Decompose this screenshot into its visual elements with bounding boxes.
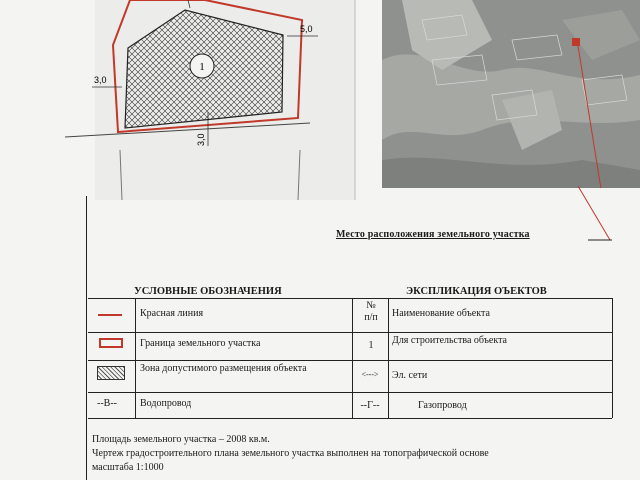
plot-boundary-symbol	[99, 338, 123, 348]
explication-row-1-name: Для строительства объекта	[392, 335, 507, 346]
explication-num-header: № п/п	[364, 300, 378, 323]
site-plan-svg	[0, 0, 380, 200]
explication-power-label: Эл. сети	[392, 370, 428, 381]
location-caption: Место расположения земельного участка	[336, 229, 530, 240]
water-pipe-symbol: --В--	[97, 398, 117, 409]
legend-red-line-label: Красная линия	[140, 308, 204, 319]
area-note: Площадь земельного участка – 2008 кв.м.	[92, 434, 270, 445]
scale-note-line-1: Чертеж градостроительного плана земельного участка выполнен на топографической основе	[92, 448, 489, 459]
explication-gas-label: Газопровод	[418, 400, 467, 411]
dimension-bottom: 3,0	[196, 133, 206, 146]
legend-water-pipe-label: Водопровод	[140, 398, 192, 409]
explication-name-header: Наименование объекта	[392, 308, 490, 319]
legend-title: УСЛОВНЫЕ ОБОЗНАЧЕНИЯ	[134, 286, 282, 297]
location-map	[382, 0, 640, 188]
table-top-rule	[88, 298, 612, 299]
location-map-svg	[382, 0, 640, 188]
explication-title: ЭКСПЛИКАЦИЯ ОЪЕКТОВ	[406, 286, 547, 297]
power-line-symbol: <--->	[361, 370, 379, 379]
dimension-right: 5,0	[300, 24, 313, 34]
legend-plot-boundary-label: Граница земельного участка	[140, 338, 261, 349]
location-marker	[572, 38, 580, 46]
scale-note-line-2: масштаба 1:1000	[92, 462, 164, 473]
explication-row-1-num: 1	[368, 340, 374, 351]
dimension-left: 3,0	[94, 75, 107, 85]
site-plan-drawing	[0, 0, 380, 200]
zone-number: 1	[199, 61, 205, 73]
red-line-symbol	[98, 314, 122, 316]
legend-zone-label: Зона допустимого размещения объекта	[140, 363, 307, 374]
zone-symbol	[97, 366, 125, 380]
gas-pipe-symbol: --Г--	[360, 400, 380, 411]
